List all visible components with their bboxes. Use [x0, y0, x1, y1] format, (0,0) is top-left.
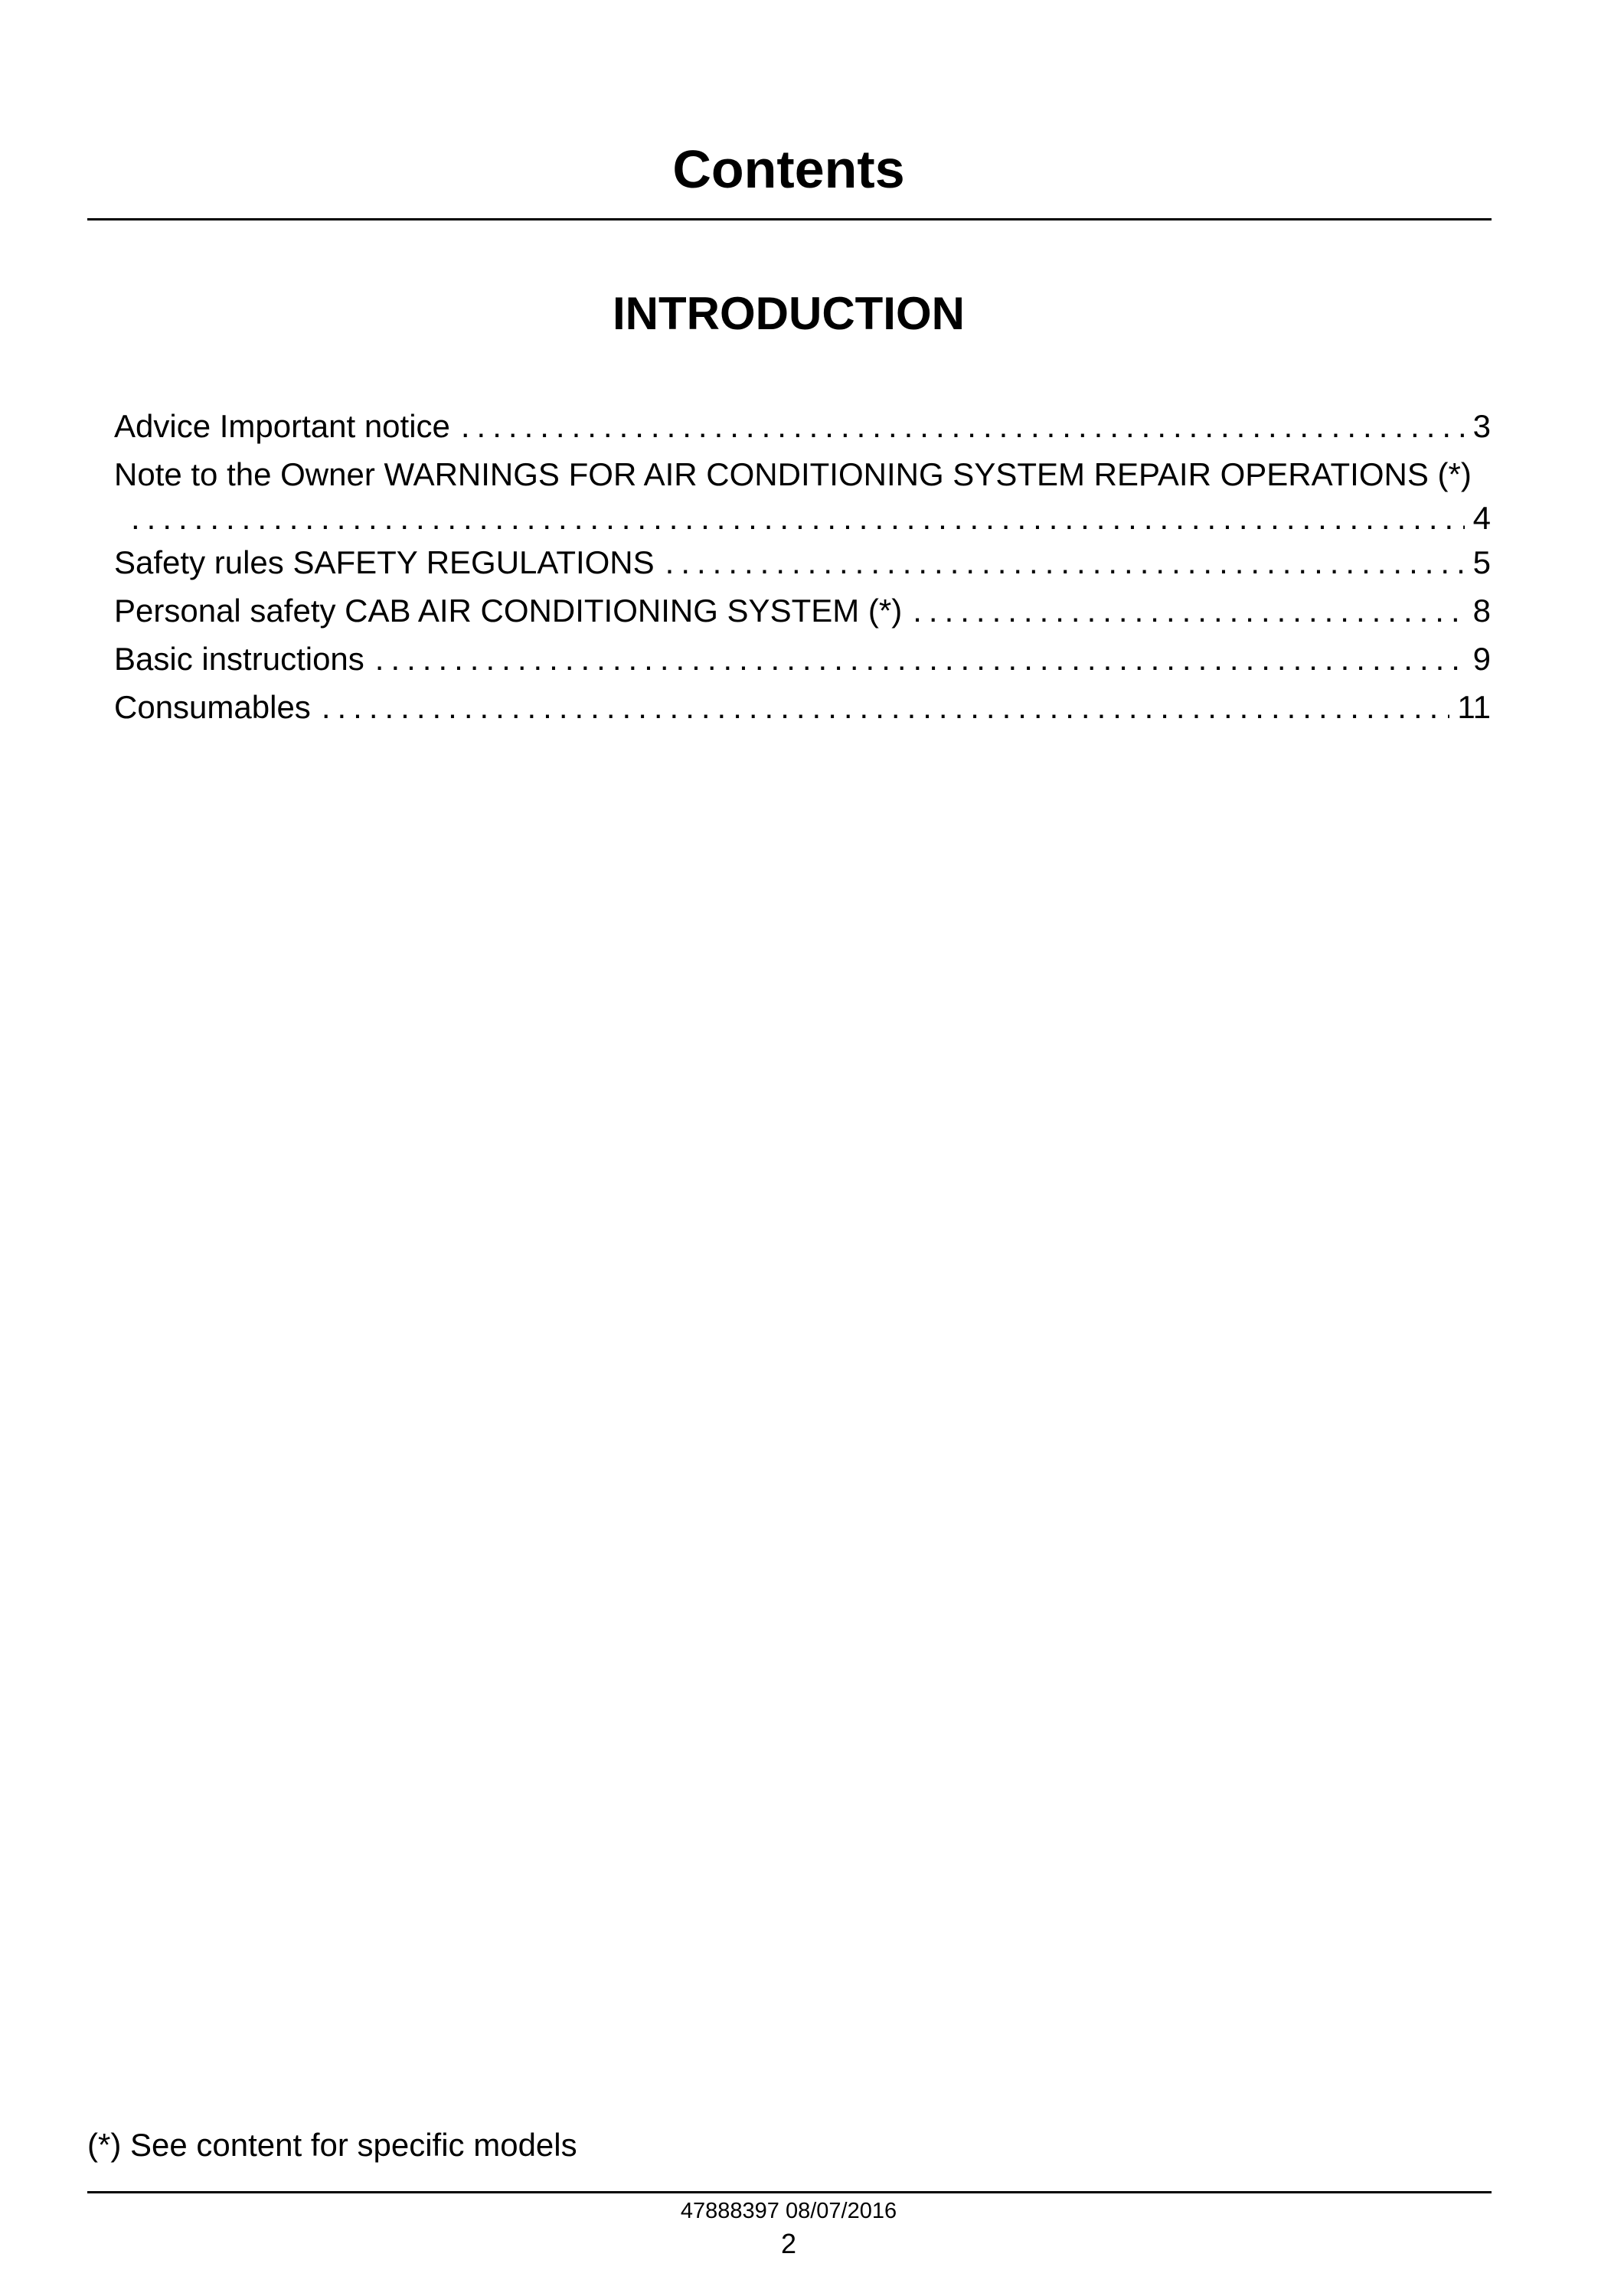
document-reference: 47888397 08/07/2016: [680, 2199, 897, 2223]
toc-entry-title: Note to the Owner WARNINGS FOR AIR CONDITIONING SYSTEM REPAIR OPERATIONS (*): [114, 456, 1472, 492]
toc-entry-important-notice[interactable]: [114, 402, 1491, 450]
footnote: (*) See content for specific models: [87, 2127, 577, 2163]
toc-leader-dots: [131, 498, 1465, 538]
toc-entry-title: Consumables: [114, 689, 311, 725]
page-title: Contents: [672, 139, 905, 199]
toc-entry-page: 8: [1472, 593, 1491, 629]
toc-entry-title: Advice Important notice: [114, 408, 450, 444]
section-title: INTRODUCTION: [613, 288, 965, 339]
toc-leader-dots: [665, 538, 1465, 586]
toc-entry-note-to-owner-continued[interactable]: [114, 498, 1491, 538]
toc-entry-basic-instructions[interactable]: [114, 635, 1491, 683]
page-number: 2: [780, 2228, 797, 2259]
toc-entry-consumables[interactable]: [114, 683, 1491, 731]
toc-entry-safety-rules[interactable]: [114, 538, 1491, 586]
toc-entry-page: 3: [1472, 408, 1491, 444]
toc-entry-personal-safety[interactable]: [114, 586, 1491, 635]
toc-entry-note-to-owner[interactable]: [114, 450, 1491, 498]
toc-entry-page: 11: [1457, 689, 1491, 725]
toc-leader-dots: [375, 635, 1465, 683]
toc-leader-dots: [322, 683, 1450, 731]
toc-entry-title: Basic instructions: [114, 641, 364, 677]
toc-entry-title: Personal safety CAB AIR CONDITIONING SYSTEM (*): [114, 593, 903, 629]
toc-entry-page: 9: [1472, 641, 1491, 677]
footer-divider: [87, 2191, 1492, 2193]
header-divider: [87, 218, 1492, 220]
toc-leader-dots: [461, 402, 1465, 450]
table-of-contents: [114, 402, 1491, 731]
toc-leader-dots: [913, 586, 1465, 635]
toc-entry-page: 5: [1472, 544, 1491, 580]
toc-entry-title: Safety rules SAFETY REGULATIONS: [114, 544, 655, 580]
toc-entry-page: 4: [1472, 500, 1491, 536]
